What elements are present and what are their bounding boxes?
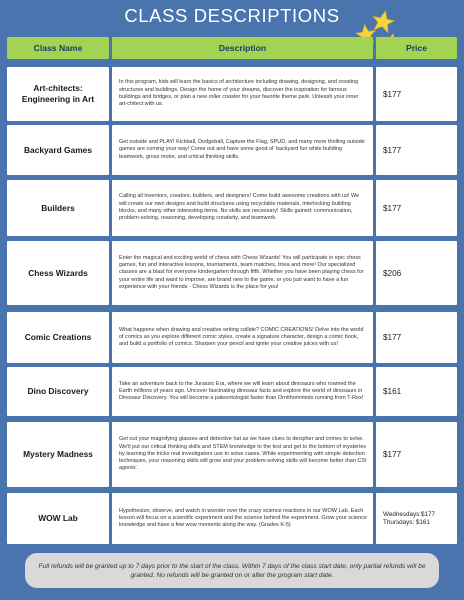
class-name: Backyard Games — [7, 125, 109, 175]
class-name: Dino Discovery — [7, 367, 109, 416]
header-description: Description — [112, 37, 373, 59]
class-name: Chess Wizards — [7, 241, 109, 305]
class-name: WOW Lab — [7, 493, 109, 544]
page-title: CLASS DESCRIPTIONS — [124, 5, 340, 26]
class-name: Art-chitects: Engineering in Art — [7, 67, 109, 121]
price-wednesdays: Wednesdays:$177 — [383, 510, 436, 518]
class-price: $177 — [376, 67, 457, 121]
table-row — [0, 180, 464, 236]
class-price: $206 — [376, 241, 457, 305]
header-price: Price — [376, 37, 457, 59]
class-description: Get out your magnifying glasses and detective hat as we have clues to decipher and crimes to solve. We'll put our critical thinking skills and STEM knowledge to the test and get to the bottom of mysteries by learning the tricks real investigators use to solve cases. While experimenting with simple detection techniques, your reasoning skills will grow and your problem-solving skills will become better than CSI agents'. — [112, 422, 373, 487]
class-price — [376, 493, 457, 544]
class-price: $177 — [376, 312, 457, 363]
table-row — [0, 125, 464, 175]
table-row — [0, 241, 464, 305]
price-thursdays: Thursdays: $161 — [383, 518, 430, 526]
class-description: Take an adventure back to the Jurassic Era, where we will learn about dinosaurs who roamed the Earth millions of years ago. Uncover fascinating dinosaur facts and explore the world of dinosaurs in Dinosaur Discovery. You will become a paleontologist faster than Ornithomimids running from T-Rex! — [112, 367, 373, 416]
table-row — [0, 312, 464, 363]
class-name: Builders — [7, 180, 109, 236]
class-description: Enter the magical and exciting world of chess with Chess Wizards! You will participate in epic chess games, fun and interactive lessons, tournaments, team matches, trivia and more! Our specialized classes are a blast for everyone kindergarten through fifth. Whether you have been playing chess for your entire life and want to improve, are brand new to the game, or you just want to have a fun experience with your friends - Chess Wizards is the place for you! — [112, 241, 373, 305]
table-row — [0, 367, 464, 416]
table-row — [0, 493, 464, 544]
class-price: $177 — [376, 180, 457, 236]
table-row — [0, 67, 464, 121]
class-name: Comic Creations — [7, 312, 109, 363]
class-name: Mystery Madness — [7, 422, 109, 487]
class-price: $177 — [376, 422, 457, 487]
table-row — [0, 422, 464, 487]
class-price: $177 — [376, 125, 457, 175]
class-price: $161 — [376, 367, 457, 416]
class-description: Get outside and PLAY! Kickball, Dodgeball, Capture the Flag, SPUD, and many more thrilling outside games are coming your way! Come out and have some good ol' backyard fun while building teamwork, gross motor, and critical thinking skills. — [112, 125, 373, 175]
class-description: Calling all inventors, creators, builders, and designers! Come build awesome creations with us! We will create our own designs and build structures using recyclable materials, interlocking building blocks, and many other interesting items. No skills are necessary! Skills gained: communication, problem-solving, reasoning, developing creativity, and teamwork. — [112, 180, 373, 236]
refund-policy-note: Full refunds will be granted up to 7 days prior to the start of the class. Within 7 days of the class start date, only partial refunds will be granted. No refunds will be granted on or after the program start date. — [25, 553, 439, 588]
class-description: What happens when drawing and creative writing collide? COMIC CREATIONS! Delve into the world of comics as you explore different comic styles, create a signature character, design a comic book, and build a portfolio of comics. Sharpen your pencil and ignite your creative juices with us! — [112, 312, 373, 363]
class-description: In this program, kids will learn the basics of architecture including drawing, designing, and creating structures and buildings. Design the home of your dreams, discover the inspiration for famous buildings and bridges, or plan a new roller coaster for your favorite theme park. Unleash your inner art-chitect with us. — [112, 67, 373, 121]
header-class-name: Class Name — [7, 37, 109, 59]
class-description: Hypothesize, observe, and watch in wonder over the crazy science reactions in our WOW Lab. Each lesson will focus on a scientific experiment and the science behind the experiment. Grow your science knowledge and have a few wow moments along the way. (Grades K-5) — [112, 493, 373, 544]
